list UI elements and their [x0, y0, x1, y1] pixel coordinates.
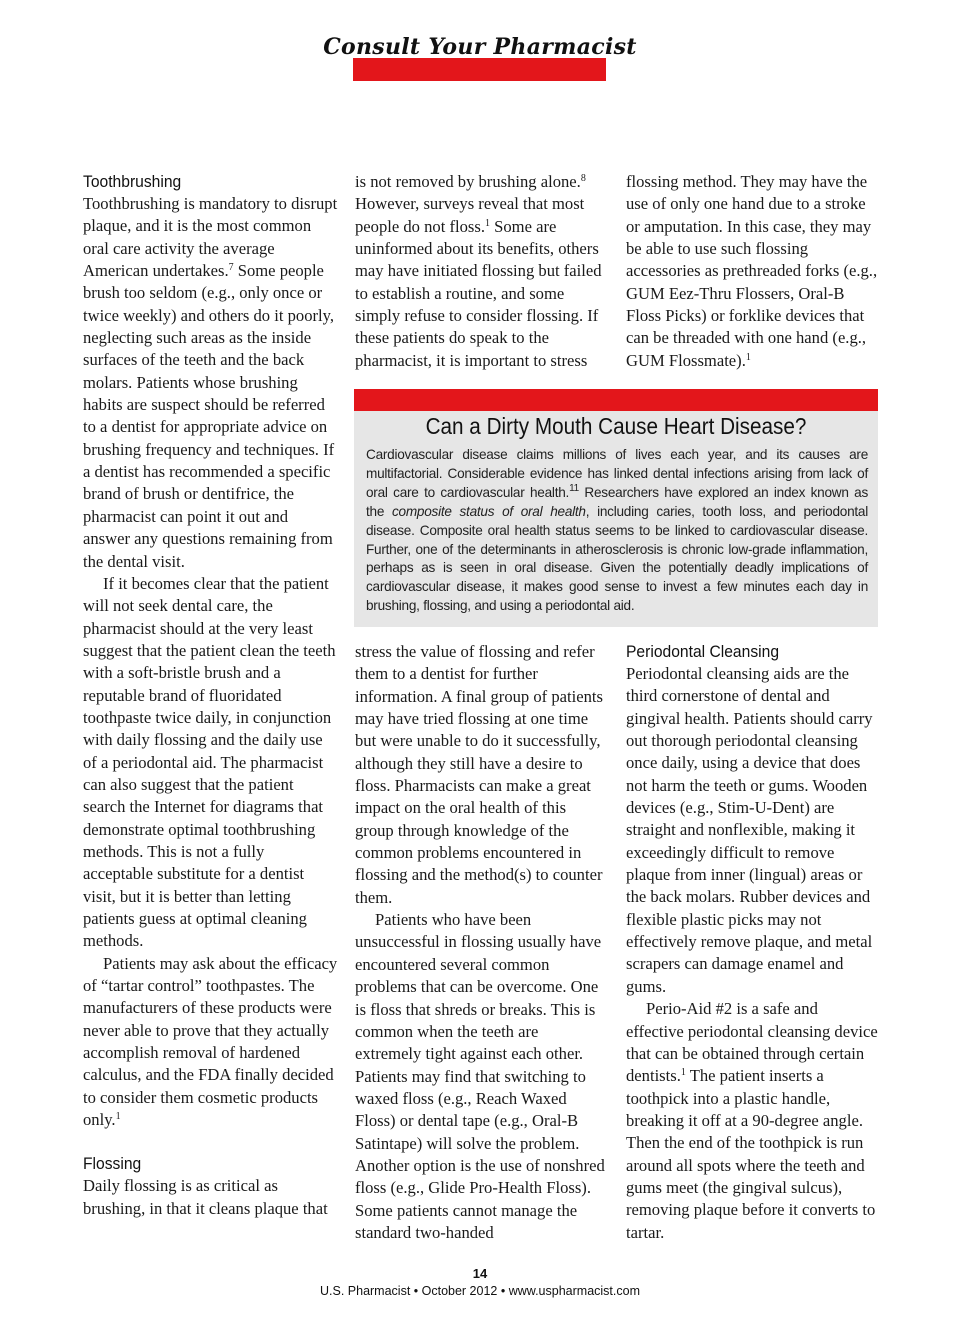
paragraph: If it becomes clear that the patient will not seek dental care, the pharmacist should at the very least suggest that the patient clean the teeth with a soft-bristle brush and a reputable brand of fluoridated toothpaste twice daily, in conjunction with daily flossing and the daily use of a periodontal aid. The pharmacist can also suggest that the patient search the Internet for diagrams that demonstrate optimal toothbrushing methods. This is not a fully acceptable substitute for a dentist visit, but it is better than letting patients guess at optimal cleaning methods. — [83, 573, 336, 951]
header — [0, 34, 960, 60]
paragraph: is not removed by brushing alone.$^8$ However, surveys reveal that most people do not floss.$^1$ Some are uninformed about its benefits, others may have initiated flossing but failed to establish a routine, and some simply refuse to consider flossing. If these patients do speak to the pharmacist, it is important to stress — [355, 172, 602, 370]
heading-flossing: Flossing — [83, 1154, 142, 1174]
paragraph: stress the value of flossing and refer them to a dentist for further information. A final group of patients may have tried flossing at one time but were unable to do it successfully, although they still have a desire to floss. Pharmacists can make a great impact on the oral health of this group through knowledge of the common problems encountered in flossing and the method(s) to counter them. — [355, 642, 603, 907]
paragraph: Patients may ask about the efficacy of “tartar control” toothpastes. The manufacturers of these products were never able to prove that they actually accomplish removal of hardened calculus, and the FDA finally decided to consider them cosmetic products only.$^1$ — [83, 953, 338, 1130]
paragraph: Patients who have been unsuccessful in flossing usually have encountered several common problems that can be overcome. One is floss that shreds or breaks. This is common when the teeth are extremely tight against each other. Patients may find that switching to waxed floss (e.g., Reach Waxed Floss) or dental tape (e.g., Oral-B Satintape) will solve the problem. Another option is the use of nonshred floss (e.g., Glide Pro-Health Floss). Some patients cannot manage the standard two-handed — [355, 910, 605, 1242]
sidebar-title: Can a Dirty Mouth Cause Heart Disease? — [425, 413, 807, 439]
column-3-top — [626, 171, 879, 373]
column-1 — [83, 171, 338, 1219]
column-3-bottom — [626, 641, 879, 1244]
footer-line: U.S. Pharmacist • October 2012 • www.uspharmacist.com — [320, 1284, 640, 1298]
sidebar-text: Cardiovascular disease claims millions of lives each year, and its causes are multifactorial. Considerable evidence has linked dental infections arising from lack of oral care to cardiovascular health.$^{11}$ Researchers have explored an index known as the composite status of oral health, including caries, tooth loss, and periodontal disease. Composite oral health status seems to be linked to cardiovascular disease. Further, one of the determinants in atherosclerosis is chronic low-grade inflammation, perhaps as is seen in oral disease. Given the potentially deadly implications of cardiovascular disease, it makes good sense to invest a few minutes each day in brushing, flossing, and using a periodontal aid. — [366, 447, 868, 614]
paragraph: Toothbrushing is mandatory to disrupt plaque, and it is the most common oral care activity the average American undertakes.$^7$ Some people brush too seldom (e.g., only once or twice weekly) and others do it poorly, neglecting such areas as the inside surfaces of the teeth and the back molars. Patients whose brushing habits are suspect should be referred to a dentist for appropriate advice on brushing frequency and techniques. If a dentist has recommended a specific brand of brush or dentifrice, the pharmacist can point it out and answer any questions remaining from the dental visit. — [83, 194, 338, 571]
header-red-bar — [353, 58, 606, 81]
page-number: 14 — [472, 1266, 488, 1281]
sidebar-red-bar — [354, 389, 878, 411]
page-title: Consult Your Pharmacist — [323, 34, 637, 60]
paragraph: Daily flossing is as critical as brushing, in that it cleans plaque that — [83, 1176, 328, 1218]
column-2-bottom — [355, 641, 608, 1244]
paragraph: Perio-Aid #2 is a safe and effective periodontal cleansing device that can be obtained through certain dentists.$^1$ The patient inserts a toothpick into a plastic handle, breaking it off at a 90-degree angle. Then the end of the toothpick is run around all spots where the teeth and gums meet (the gingival sulcus), removing plaque before it converts to tartar. — [626, 999, 878, 1242]
paragraph: flossing method. They may have the use of only one hand due to a stroke or amputation. In this case, they may be able to use such flossing accessories as prethreaded forks (e.g., GUM Eez-Thru Flossers, Oral-B Floss Picks) or forklike devices that can be threaded with one hand (e.g., GUM Flossmate).$^1$ — [626, 172, 878, 370]
paragraph: Periodontal cleansing aids are the third cornerstone of dental and gingival health. Patients should carry out thorough periodontal cleansing once daily, using a device that does not harm the teeth or gums. Wooden devices (e.g., Stim-U-Dent) are straight and nonflexible, making it exceedingly difficult to remove plaque from inner (lingual) areas or the back molars. Rubber devices and flexible plastic picks may not effectively remove plaque, and metal scrapers can damage enamel and gums. — [626, 664, 873, 996]
sidebar-box — [354, 389, 878, 627]
heading-toothbrushing: Toothbrushing — [83, 172, 182, 191]
heading-periodontal-cleansing: Periodontal Cleansing — [626, 642, 780, 661]
column-2-top — [355, 171, 608, 373]
